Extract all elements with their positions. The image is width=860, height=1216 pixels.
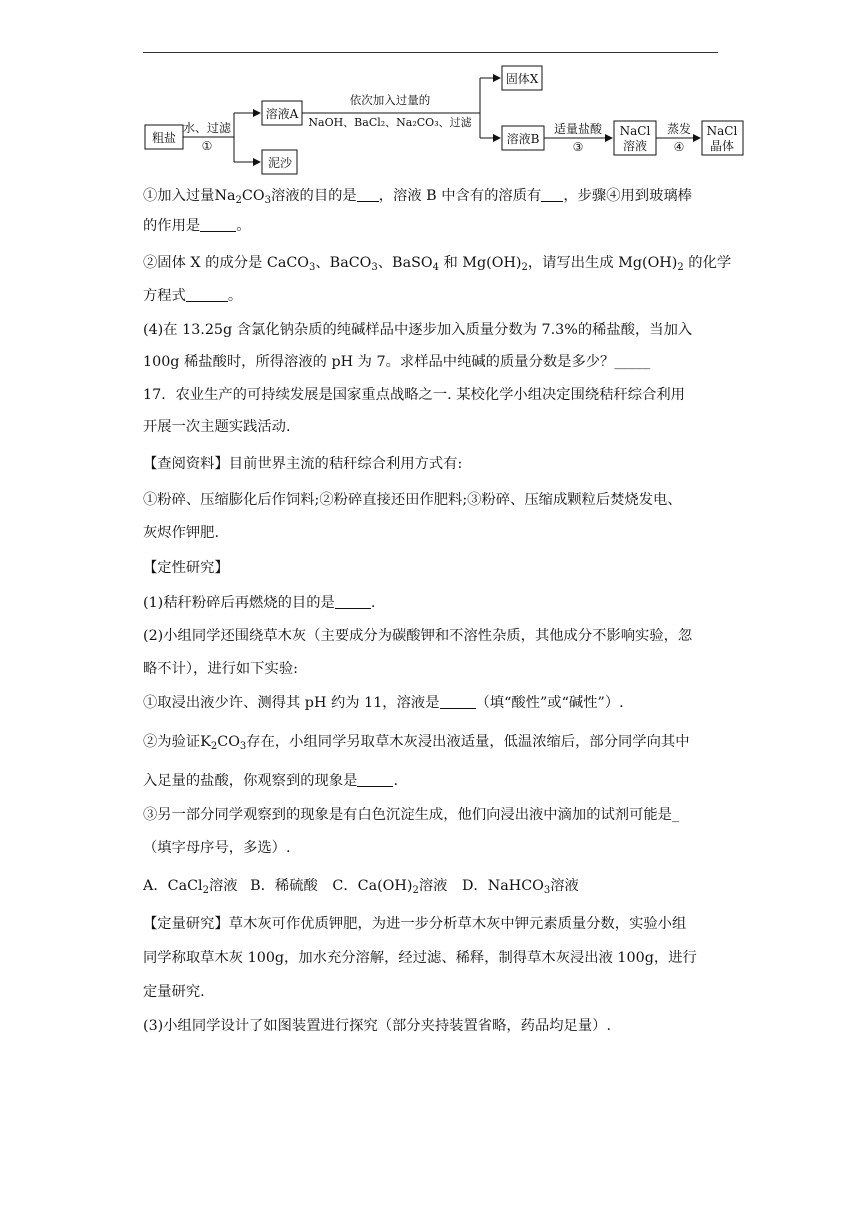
label-mud-sand: 泥沙 [267, 156, 293, 170]
answer-blank[interactable] [357, 187, 379, 202]
q2-line2: 方程式 。 [143, 288, 243, 304]
option-a[interactable]: A．CaCl$_2$溶液 [143, 878, 238, 896]
label-crude-salt: 粗盐 [151, 131, 177, 145]
label-nacl-crystal-1: NaCl [706, 124, 738, 138]
label-step1: 水、过滤 [182, 121, 232, 135]
q17-line2: 开展一次主题实践活动. [143, 419, 291, 435]
q1-line1: ①加入过量$Na_2CO_3$溶液的目的是 ，溶液 B 中含有的溶质有 ，步骤④用到玻璃棒 [143, 188, 692, 206]
answer-blank[interactable] [440, 694, 476, 709]
q2-line1: ②固体 X 的成分是 CaCO$_3$、BaCO$_3$、BaSO$_4$ 和 $Mg(OH)_2$，请写出生成 $Mg(OH)_2$ 的化学 [143, 255, 732, 273]
q4-line1: (4)在 13.25g 含氯化钠杂质的纯碱样品中逐步加入质量分数为 7.3%的稀盐酸，当加入 [143, 322, 693, 338]
label-solid-x: 固体X [505, 72, 539, 86]
quant-line1: 【定量研究】草木灰可作优质钾肥，为进一步分析草木灰中钾元素质量分数，实验小组 [143, 916, 687, 932]
s2-line1: (2)小组同学还围绕草木灰（主要成分为碳酸钾和不溶性杂质，其他成分不影响实验，忽 [143, 628, 693, 644]
ref-title: 【查阅资料】目前世界主流的秸秆综合利用方式有: [143, 456, 463, 472]
ref-line1: ①粉碎、压缩膨化后作饲料;②粉碎直接还田作肥料;③粉碎、压缩成颗粒后焚烧发电、 [143, 492, 682, 508]
q1-line2: 的作用是 。 [143, 218, 251, 234]
answer-blank[interactable] [200, 217, 236, 232]
label-step4-num: ④ [673, 140, 685, 154]
q4-line2: 100g 稀盐酸时，所得溶液的 pH 为 7。求样品中纯碱的质量分数是多少？_____ [143, 354, 651, 370]
s2c-line2: （填字母序号，多选）. [143, 840, 291, 856]
s1-line: (1)秸秆粉碎后再燃烧的目的是 . [143, 595, 376, 611]
q17-line1: 17．农业生产的可持续发展是国家重点战略之一. 某校化学小组决定围绕秸秆综合利用 [143, 387, 685, 403]
label-step3: 适量盐酸 [553, 122, 603, 136]
s3-line: (3)小组同学设计了如图装置进行探究（部分夹持装置省略，药品均足量）. [143, 1018, 611, 1034]
s2b-line2: 入足量的盐酸，你观察到的现象是 . [143, 773, 398, 789]
answer-blank[interactable] [186, 287, 228, 302]
answer-blank[interactable] [357, 772, 393, 787]
label-step4: 蒸发 [666, 122, 692, 136]
answer-blank[interactable] [335, 594, 371, 609]
s2-line2: 略不计），进行如下实验: [143, 661, 298, 677]
quant-line3: 定量研究. [143, 984, 205, 1000]
label-nacl-crystal-2: 晶体 [709, 139, 735, 153]
answer-blank[interactable] [541, 187, 563, 202]
label-reagents-2: NaOH、BaCl₂、Na₂CO₃、过滤 [308, 116, 472, 129]
process-flowchart [0, 0, 860, 190]
s2a-line: ①取浸出液少许、测得其 pH 约为 11，溶液是 （填“酸性”或“碱性”）. [143, 695, 624, 711]
option-d[interactable]: D．NaHCO$_3$溶液 [461, 878, 579, 896]
s2b-line1: ②为验证$K_2CO_3$存在，小组同学另取草木灰浸出液适量，低温浓缩后，部分同学向其中 [143, 734, 690, 752]
label-step3-num: ③ [572, 140, 584, 154]
quant-line2: 同学称取草木灰 100g，加水充分溶解，经过滤、稀释，制得草木灰浸出液 100g，进行 [143, 950, 697, 966]
label-solution-b: 溶液B [506, 132, 540, 146]
option-c[interactable]: C．$Ca(OH)_2$溶液 [332, 878, 448, 896]
label-nacl-solution-1: NaCl [619, 124, 651, 138]
qual-title: 【定性研究】 [143, 560, 229, 576]
answer-blank[interactable]: _____ [614, 354, 651, 370]
option-b[interactable]: B．稀硫酸 [250, 878, 318, 894]
s2c-line1: ③另一部分同学观察到的现象是有白色沉淀生成，他们向浸出液中滴加的试剂可能是_ [143, 807, 680, 823]
options-row [143, 876, 579, 901]
label-reagents-1: 依次加入过量的 [349, 93, 431, 107]
ref-line2: 灰烬作钾肥. [143, 525, 220, 541]
label-nacl-solution-2: 溶液 [622, 139, 648, 153]
label-solution-a: 溶液A [265, 107, 299, 121]
label-step1-num: ① [201, 139, 213, 153]
